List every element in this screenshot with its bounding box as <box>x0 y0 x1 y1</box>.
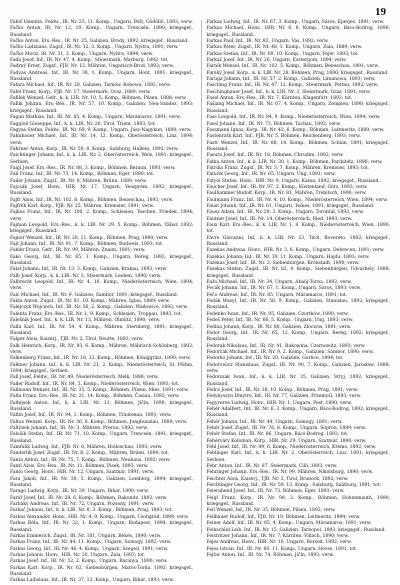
casualty-entry: Farago Ludwig, Korp., IR. Nr. 39, Ungarn, Bihar, 1890; verw. <box>10 489 149 495</box>
casualty-entry: Fasel Anton, Ers.-Res., IR. Nr. 7, Kärnten, Klagenfurt, 1893; tot. <box>206 96 353 102</box>
casualty-entry: Fedák Wasyl, Inf., IR. Nr. 58, 9. Komp., Galizien, Stanislau, 1892; kriegsgef., Russland. <box>206 299 390 311</box>
casualty-entry: Fedorčák Michael, Inf., IR. Nr. 9, 2. Komp., Galizien, Sambor, 1890; verw. <box>206 349 374 355</box>
casualty-entry: Faulmann Franz, Inf., IR. Nr. 4, 10. Komp., Niederösterreich, Wien, 1894; verw. <box>206 197 388 203</box>
casualty-entry: Fegyveres Ludwig, Honv., HIR. Nr. 1, Ungarn, Pest, 1890; verw. <box>206 400 353 406</box>
casualty-entry: Fadrný Ernst, Zugsf., FJB. Nr. 12, Mähren, Ungarisch-Brod, 1893; verw. <box>10 64 175 70</box>
casualty-entry: Fehér Adalbert, Inf., IR. Nr. 6, 3. Komp., Ungarn, Bács-Bodrog, 1892; kriegsgef., Russland. <box>206 406 390 419</box>
casualty-entry: Fačko Ladislaus, Zugsf., IR. Nr. 12, 3. Komp., Ungarn, Nyitra, 1891; verw. <box>10 45 179 51</box>
casualty-entry: Fassmann Ignaz, Korp., IR. Nr. 42, 6. Komp., Böhmen, Leitmeritz, 1889; verw. <box>206 127 385 133</box>
casualty-entry: Feilhauer Rudolf, Inf., FJB. Nr. 19, Böhmen, Leitmeritz, 1894; verw. <box>206 514 361 520</box>
casualty-entry: Fedra Josef, Inf., IR. Nr. 28, 10. Komp., Böhmen, Prag, 1891; verw. <box>206 387 359 393</box>
casualty-entry: Farbaky Andreas, Inf., IR. Nr. 72, Ungarn, Pozsony, 1891; verw. <box>10 502 155 508</box>
casualty-entry: Fastr Wenzel, Inf., IR. Nr. 88, 14. Komp., Böhmen, Schlan, 1891; kriegsgef., Russland. <box>206 140 390 152</box>
casualty-entry: Fabiš Valentin, Feldw., IR. Nr. 23, 11. Komp., Ungarn, Pešt, Gödöllő, 1893; verw. <box>10 20 193 25</box>
casualty-entry: Fažo Michael, Inf., IR. Nr. 34, Ungarn, Abaúj-Torna, 1892; verw. <box>206 280 353 286</box>
casualty-entry: Fačko Moriz, IR. Nr. 31, 2. Komp., Ungarn, Nyitra, 1894; verw. <box>10 51 154 57</box>
casualty-entry: Feierabend Josef, Inf., IR. Nr. 73, Böhmen, Eger, 1893; verw. <box>206 489 345 495</box>
casualty-entry: Faturik Georg, Inf., IR. Nr. 65, Ungarn, Ung, 1891; verw. <box>206 172 336 178</box>
casualty-entry: Fazekas Andreas, Honv., HIR. Nr. 3, 6. Komp., Ungarn, Debrecen, 1891; verw. <box>206 248 385 254</box>
casualty-entry: Faux Karl, Ers.-Res., k. k. LIR. Nr. 1, 8. Komp., Niederösterreich, Wien, 1890; tot. <box>206 223 390 235</box>
casualty-entry: Farkač Johann, Inf., k. k. LIR. Nr. 8, 3. Komp., Böhmen, Prag, 1893; tot. <box>10 508 173 514</box>
left-column <box>10 20 194 584</box>
casualty-entry: Favre Giovanni, Inf., k. k. LIR. Nr. 23, Tirol, Rovereto, 1892; kriegsgef., Russland. <box>206 235 390 248</box>
casualty-entry: Fara Jakob, Inf., IR. Nr. 30, 5. Komp., Galizien, Lemberg, 1894; kriegsgef., Russland. <box>10 476 194 489</box>
casualty-entry: Farkas Franz, Inf., IR. Nr. 44, 11. Komp., Ungarn, Somogy, 1892; verw. <box>10 540 172 546</box>
casualty-entry: Faller Rudolf, Inf., IR. Nr. 84, 3. Komp., Niederösterreich, Wien, 1893; tot. <box>10 381 180 387</box>
casualty-entry: Farkas Georg, Inf., IR. Nr. 46, 4. Komp., Ungarn, Szeged, 1891; verw. <box>10 546 169 552</box>
casualty-entry: Fedeš Peter, Inf., IR. Nr. 66, 5. Komp., Ungarn, Ung, 1893; verw. <box>206 318 354 324</box>
casualty-entry: Falejczyk Wojciech, Inf., IR. Nr. 56, 2. Komp., Galizien, Wadowice, 1892; verw. <box>10 305 189 311</box>
casualty-entry: Feil Wenzel, Inf., IR. Nr. 35, Böhmen, Pilsen, 1892; verw. <box>206 508 336 514</box>
casualty-entry: Fejfar Anton, Inf., IR. Nr. 74, Böhmen, Jičín, 1893; verw. <box>206 552 335 558</box>
casualty-entry: Fafara Michael, Inf., IR. Nr. 20, Galizien, Tarnów, Bobowa, 1892; verw. <box>10 83 171 89</box>
casualty-entry: Fantl Alois, Ers.-Res., IR. Nr. 11, Böhmen, Pisek, 1893; verw. <box>10 464 149 470</box>
casualty-entry: Fehl Josef, Inf., IR. Nr. 49, 6. Komp., Niederösterreich, Krems, 1892; verw. <box>206 445 377 451</box>
casualty-entry: Failer Johann, Zugsf., IR. Nr. 8, Mähren, Brünn, 1889; verw. <box>10 178 147 184</box>
casualty-entry: Fedynyszyn Dmytro, Inf., IR. Nr. 77, Galizien, Przemyśl, 1893; verw. <box>206 394 362 400</box>
casualty-entry: Fedor Georg, Inf., IR. Nr. 65, 12. Komp., Ungarn, Bereg, 1892; kriegsgef., Russland. <box>206 330 390 343</box>
casualty-entry: Fass Leopold, Inf., IR. Nr. 84, 9. Komp., Niederösterreich, Wien, 1894; verw. <box>206 115 381 121</box>
casualty-entry: Feiner Adolf, Inf., IR. Nr. 85, 4. Komp., Ungarn, Máramaros, 1891; verw. <box>206 521 372 527</box>
casualty-entry: Falb Josef, Korp., k. k. LIR. Nr. 3, Steiermark, Leoben, 1890; verw. <box>10 273 162 279</box>
casualty-entry: Fašiang Michael, Inf., IR. Nr. 67, 4. Komp., Ungarn, Zemplén, 1890; kriegsgef., Russland. <box>206 102 390 114</box>
casualty-entry: Fejes Andreas, Honv., HIR. Nr. 10, Ungarn, Borsod, 1892; verw. <box>206 540 352 546</box>
casualty-entry: Falta Franz, Ers.-Res., IR. Nr. 21, 14. Komp., Böhmen, Časlau, 1892; verw. <box>10 394 180 400</box>
casualty-entry: Fatka Anton, Inf., k. k. LIR. Nr. 30, 1. Komp., Böhmen, Pardubitz, 1890; verw. <box>206 159 383 165</box>
casualty-entry: Fedenko Iwan, Inf., IR. Nr. 95, Galizien, Czortków, 1890; verw. <box>206 311 349 317</box>
casualty-entry: Falenta Franz, Ers.-Res., IR. Nr. 1, 9. Komp., Schlesien, Troppau, 1893; tot. <box>10 311 182 317</box>
casualty-entry: Faucher Josef, Inf., IR. Nr. 97, 2. Komp., Küstenland, Görz, 1893; verw. <box>206 184 368 190</box>
casualty-entry: Faflik Johann, Ers.-Res., IR. Nr. 57, 10. Komp., Galizien, Neu-Sandez, 1893; kriegsgef., Russland. <box>10 102 194 114</box>
casualty-entry: Fasura Josef, Inf., IR. Nr. 18, Böhmen, Chrudim, 1892; verw. <box>206 153 344 159</box>
casualty-entry: Fedina Johann, Korp., IR. Nr. 80, Galizien, Złoczów, 1891; verw. <box>206 324 352 330</box>
casualty-entry: Falešník Josef, Inf., k. k. LIR. Nr. 13, Mähren, Olmütz, 1890; verw. <box>10 318 161 324</box>
casualty-entry: Farkas Karl, Korp., IR. Nr. 62, Siebenbürgen, Maros-Torda, 1892; kriegsgef., Russland. <box>10 565 194 577</box>
casualty-entry: Feinschild Leib, Inf., IR. Nr. 15, Galizien, Tarnopol, 1893; kriegsgef., Russland. <box>206 527 386 533</box>
casualty-entry: Faltin Josef, Inf., IR. Nr. 94, 1. Komp., Böhmen, Trautenau, 1893; verw. <box>10 413 172 419</box>
casualty-entry: Feigl Franz, Korp., IR. Nr. 98, 2. Komp., Böhmen, Hohenmauth, 1890; kriegsgef., Russland. <box>206 495 390 508</box>
casualty-entry: Fajt Johann, Inf., IR. Nr. 91, 7. Komp., Böhmen, Budweis, 1893; tot. <box>10 242 164 248</box>
casualty-entry: Fehr Anton, Inf., IR. Nr. 87, Steiermark, Cilli, 1893; verw. <box>206 464 338 470</box>
casualty-entry: Falkenberg Franz, Inf., IR. Nr. 18, 12. Komp., Böhmen, Königgrätz, 1890; verw. <box>10 356 191 362</box>
casualty-entry: Feichter Alois, Kaiserj., TJR. Nr. 3, Tirol, Bruneck, 1892; verw. <box>206 476 349 482</box>
casualty-entry: Fedorko Johann, Inf., IR. Nr. 20, Galizien, Gorlice, 1894; tot. <box>206 356 344 362</box>
casualty-entry: Fafel Franz, Korp., FJB. Nr. 17, Steiermark, Graz, 1889; verw. <box>10 89 151 95</box>
casualty-entry: Fanta Anton, Inf., IR. Nr. 75, 7. Komp., Böhmen, Neuhaus, 1892; verw. <box>10 457 171 463</box>
casualty-entry: Fačko Anton, IR. Nr. 12, 10. Komp., Ungarn, Trencsén, 1890; kriegsgef., Russland. <box>10 26 194 38</box>
casualty-entry: Faust Johann, Inf., IR. Nr. 61, Ungarn, Temes, 1891; kriegsgef., Russland. <box>206 203 375 209</box>
casualty-entry: Farkaš Josef, Inf., IR. Nr. 26, Ungarn, Esztergom, 1894; verw. <box>206 58 347 64</box>
casualty-entry: Faltus Wenzel, Korp., IR. Nr. 36, 8. Komp., Böhmen, Jungbunzlau, 1889; verw. <box>10 419 188 425</box>
casualty-entry: Farkas Josef, Inf., IR. Nr. 52, 2. Komp., Ungarn, Baranya, 1890; verw. <box>10 559 168 565</box>
casualty-entry: Farkas Michael, Honv., HIR. Nr. 6, 8. Komp., Ungarn, Bács-Bodrog, 1890; kriegsgef., Russland. <box>206 26 390 38</box>
casualty-entry: Fail Franz, Inf., IR. Nr. 73, 14. Komp., Böhmen, Eger, 1890; tot. <box>10 172 155 178</box>
casualty-entry: Fahnbauer Michael, Inf., IR. Nr. 14, 12. Komp., Oberösterreich, Linz, 1894; verw. <box>10 134 194 146</box>
casualty-entry: Fatyol Stefan, Honv., HIR. Nr. 9, Ungarn, Kassa, 1892; kriegsgef., Russland. <box>206 178 380 184</box>
casualty-entry: Fahrner Anton, Korp., IR. Nr. 59, 6. Komp., Salzburg, Hallein, 1892; verw. <box>10 146 179 152</box>
casualty-entry: Faruga Johann, Inf., IR. Nr. 57, 2. Komp., Galizien, Limanowa, 1893; verw. <box>206 77 376 83</box>
right-column <box>201 20 391 558</box>
casualty-entry: Fazekas Stefan, Zugsf., IR. Nr. 82, 4. Komp., Siebenbürgen, Udvarhely, 1889; kriegsgef., Russland. <box>206 267 390 279</box>
casualty-entry: Faigl Josef, Ers.-Res., IR. Nr. 88, 3. Komp., Böhmen, Beraun, 1893; verw. <box>10 165 176 171</box>
casualty-entry: Farkas Ladislaus, Inf., IR. Nr. 37, 13. Komp., Ungarn, Bihar, 1893; verw. <box>10 578 175 584</box>
casualty-entry: Farkas Béla, Inf., IR. Nr. 32, 1. Komp., Ungarn, Budapest, 1894; kriegsgef., Russland. <box>10 521 194 533</box>
casualty-entry: Falbrecht Leopold, Inf., IR. Nr. 4, 16. Komp., Niederösterreich, Wien, 1894; verw. <box>10 280 194 292</box>
casualty-entry: Farkas Paul, Inf., IR. Nr. 83, Ungarn, Vas, 1892; verw. <box>206 39 329 45</box>
casualty-entry: Fedorszak Iwan, Inf., k. k. LIR. Nr. 35, Galizien, Stryj, 1892; kriegsgef., Russland. <box>206 375 390 387</box>
casualty-entry: Farský Josef, Korp., k. k. LIR. Nr. 28, Böhmen, Prag, 1890; kriegsgef., Russland. <box>206 70 389 76</box>
casualty-entry: Fassl Johann, Inf., IR. Nr. 73, Böhmen, Tachau, 1892; verw. <box>206 121 341 127</box>
casualty-entry: Fatrdla Franz, Zugsf., IR. Nr. 3, 7. Komp., Mähren, Kremsier, 1893; tot. <box>206 165 369 171</box>
casualty-entry: Fazekas Johann, Inf., IR. Nr. 39, 11. Komp., Ungarn, Hajdú, 1893; verw. <box>206 254 370 260</box>
casualty-entry: Fanto Georg, Honv., HIR. Nr. 12, Ungarn, Szatmár, 1891; verw. <box>10 470 155 476</box>
casualty-entry: Farkas Ludwig, Inf., IR. Nr. 67, 3. Komp., Ungarn, Sáros, Eperjes, 1891; verw. <box>206 20 385 25</box>
casualty-entry: Fafilek Wenzel, Gefr., k. k. LIR. Nr. 10, 5. Komp., Böhmen, Pilsen, 1888; verw. <box>10 96 187 102</box>
casualty-entry: Falat Johann, Inf., IR. Nr. 13, 3. Komp., Galizien, Krakau, 1893; verw. <box>10 267 168 273</box>
casualty-entry: Fagan Mathias, Inf., IR. Nr. 85, 4. Komp., Ungarn, Máramaros, 1891; verw. <box>10 115 182 121</box>
casualty-entry: Fehérváry Koloman, Korp., HIR. Nr. 29, Ungarn, Szatmár, 1890; verw. <box>206 438 367 444</box>
casualty-entry: Fehér Johann, Inf., IR. Nr. 44, Ungarn, Somogy, 1891; verw. <box>206 419 343 425</box>
casualty-entry: Fejes István, Inf., IR. Nr. 60, 11. Komp., Ungarn, Heves, 1891; tot. <box>206 546 358 552</box>
casualty-entry: Faggioli Giuseppe, Inf., k. k. LIR. Nr. 26, Tirol, Trient, 1893; tot. <box>10 121 156 127</box>
casualty-entry: Farář Josef, Inf., IR. Nr. 28, 6. Komp., Böhmen, Rakonitz, 1892; verw. <box>10 495 168 501</box>
casualty-entry: Fagyas Stefan, Feldw., IR. Nr. 68, 9. Komp., Ungarn, Jász-Nagykun, 1890; verw. <box>10 127 192 133</box>
casualty-entry: Feistritzer Johann, Inf., IR. Nr. 7, Kärnten, Villach, 1890; verw. <box>206 533 349 539</box>
casualty-entry: Fallmann Wenzel, Inf., IR. Nr. 35, 5. Komp., Böhmen, Pilsen, Mies, 1891; verw. <box>10 387 189 393</box>
casualty-entry: Falušík Stefan, Inf., IR. Nr. 71, 10. Komp., Ungarn, Trencsén, 1891; kriegsgef., Russland. <box>10 432 194 444</box>
casualty-entry: Fajman Leopold, Ers.-Res., k. k. LIR. Nr. 29, 5. Komp., Böhmen, Tábor, 1892; kriegsgef., Russland. <box>10 223 194 235</box>
casualty-entry: Fajfr Alois, Inf., IR. Nr. 102, 8. Komp., Böhmen, Beneschau, 1893; verw. <box>10 197 174 203</box>
casualty-entry: Fajfrlík Karl, Korp., FJB. Nr. 25, Mähren, Kremsier, 1891; verw. <box>10 203 155 209</box>
casualty-entry: Farkas Stefan, Inf., IR. Nr. 69, 10. Komp., Ungarn, Fejér, 1893; tot. <box>206 51 359 57</box>
casualty-entry: Feichtinger Georg, Inf., IR. Nr. 59, 13. Komp., Salzburg, Salzburg, 1891; tot. <box>206 483 381 489</box>
casualty-entry: Fedorak Nikolaus, Inf., IR. Nr. 41, Bukowina, Czernowitz, 1893; verw. <box>206 343 366 349</box>
casualty-entry: Fakler Franz, Gefr., IR. Nr. 99, Mähren, Znaim, 1891; verw. <box>10 248 146 254</box>
casualty-entry: Farník Wenzel, Inf., IR. Nr. 102, 5. Komp., Böhmen, Beneschau, 1891; verw. <box>206 64 380 70</box>
casualty-entry: Fanderlik Josef, Zugsf., IR. Nr. 8, 2. Komp., Mähren, Brünn, 1890; tot. <box>10 451 170 457</box>
casualty-entry: Fastenrath Karl, Inf., FJB. Nr. 5, Böhmen, Reichenberg, 1893; verw. <box>206 134 361 140</box>
casualty-entry: Fecák Johann, Inf., IR. Nr. 67, 1. Komp., Ungarn, Sáros, 1893; verw. <box>206 286 362 292</box>
text-columns <box>10 20 390 584</box>
casualty-entry: Falk Heinrich, Korp., IR. Nr. 93, 6. Komp., Mähren, Mährisch-Schönberg, 1892; verw. <box>10 343 194 355</box>
casualty-entry: Faltejsek Anton, Inf., k. k. LIR. Nr. 11, Böhmen, Jičín, 1890; kriegsgef., Russland. <box>10 400 194 412</box>
casualty-entry: Fehringer Johann, Ers.-Res., IR. Nr. 99, Mähren, Nikolsburg, 1890; verw. <box>206 470 374 476</box>
casualty-entry: Fehlinger Karl, Inf., k. k. LIR. Nr. 2, Oberösterreich, Linz, 1891; kriegsgef., Serbien. <box>206 451 390 463</box>
casualty-entry: Farkas Alexander, Honv., HIR. Nr. 4, 9. Komp., Ungarn, Csongrád, 1889; verw. <box>10 514 189 520</box>
casualty-entry: Fadyas Andreas, Inf., IR. Nr. 38, 1. Komp., Ungarn, Hont, 1891; kriegsgef., Russland. <box>10 70 194 83</box>
casualty-entry: Fautner Josef, Inf., IR. Nr. 14, Oberösterreich, Ried, 1893; verw. <box>206 216 353 222</box>
casualty-entry: Fazekas Josef, Inf., IR. Nr. 2, Siebenbürgen, Kronstadt, 1890; verw. <box>206 261 360 267</box>
casualty-entry: Fehér Josef, Zugsf., IR. Nr. 76, 8. Komp., Ungarn, Sopron, 1889; verw. <box>206 426 367 431</box>
casualty-entry: Fečo Andreas, Inf., IR. Nr. 85, Ungarn, Máramaros, 1891; tot. <box>206 292 348 298</box>
casualty-entry: Fako Georg, Inf., IR. Nr. 65, 1. Komp., Ungarn, Bereg, 1892; kriegsgef., Russland. <box>10 254 194 267</box>
casualty-entry: Fausz Adam, Inf., IR. Nr. 29, 3. Komp., Ungarn, Torontál, 1892; verw. <box>206 210 365 216</box>
casualty-entry: Fajkus Franz, Inf., IR. Nr. 100, 2. Komp., Schlesien, Teschen, Friedek, 1894; verw. <box>10 210 194 222</box>
casualty-entry: Falc Michael, Inf., IR. Nr. 9, Galizien, Sambor, 1891; kriegsgef., Russland. <box>10 292 179 298</box>
casualty-entry: Fasching Franz, Inf., IR. Nr. 47, 12. Komp., Steiermark, Pettau, 1892; verw. <box>206 83 379 89</box>
casualty-entry: Falda Anton, Zugsf., IR. Nr. 81, 10. Komp., Mähren, Iglau, 1889; verw. <box>10 299 171 305</box>
casualty-entry: Fačko Anton, Ers.-Res., IR. Nr. 25, Galizien, Brody, 1892; kriegsgef., Russland. <box>10 39 189 45</box>
casualty-entry: Farkas Emmerich, Zugsf., IR. Nr. 101, Ungarn, Békés, 1890; verw. <box>10 533 162 539</box>
casualty-entry: Faichtinger Johann, Inf., k. k. LIR. Nr. 2, Oberösterreich, Wels, 1891; kriegsgef., Serbien. <box>10 153 194 165</box>
casualty-entry: Faulhammer Rudolf, Korp., IR. Nr. 81, Mähren, Trebitsch, 1890; verw. <box>206 191 367 197</box>
casualty-entry: Fajnor Wenzel, Inf., IR. Nr. 28, 11. Komp., Böhmen, Prag, 1890; verw. <box>10 235 169 241</box>
casualty-entry: Faltýnek Johann, Inf., IR. Nr. 3, Mähren, Prerau, 1892; verw. <box>10 426 148 431</box>
casualty-entry: Fedorowicz Stanislaus, Zugsf., IR. Nr. 90, 7. Komp., Galizien, Jarosław, 1889; verw. <box>206 362 390 374</box>
casualty-entry: Falger Alois, Kaiserj., TJR. Nr. 2, Tirol, Reutte, 1893; verw. <box>10 337 144 343</box>
casualty-entry: Falfa Karl, Inf., IR. Nr. 54, 4. Komp., Mähren, Sternberg, 1891; kriegsgef., Russland. <box>10 324 194 336</box>
casualty-entry: Faďa Josef, Inf., IR. Nr. 47, 4. Komp., Steiermark, Marburg, 1892; tot. <box>10 58 169 64</box>
casualty-entry: Falkner Johann, Inf., k. k. LIR. Nr. 21, 2. Komp., Niederösterreich, St. Pölten, 1894; kriegsgef., Serbien. <box>10 362 194 374</box>
casualty-entry: Faschingbauer Josef, Inf., k. k. LIR. Nr. 3, Steiermark, Graz, 1891; verw. <box>206 89 371 95</box>
casualty-entry: Farkas Peter, Zugsf., IR. Nr. 48, 1. Komp., Ungarn, Zala, 1889; verw. <box>206 45 363 51</box>
casualty-entry: Fajcsák Josef, Honv., HIR. Nr. 17, Ungarn, Veszprém, 1892; kriegsgef., Russland. <box>10 184 194 197</box>
casualty-entry: Fehér Stefan, Inf., IR. Nr. 86, Ungarn, Bács-Bodrog, 1893; tot. <box>206 432 349 438</box>
casualty-entry: Fall Josef, Feldw., IR. Nr. 49, Niederösterreich, Melk, 1888; verw. <box>10 375 159 381</box>
page-number: 19 <box>375 6 386 18</box>
casualty-entry: Farkas Johann, Honv., HIR. Nr. 20, Ungarn, Zala, 1893; tot. <box>10 552 146 558</box>
casualty-entry: Famfulík Ludwig, Inf., FJB. Nr. 6, Mähren, Holleschau, 1893; verw. <box>10 445 163 451</box>
